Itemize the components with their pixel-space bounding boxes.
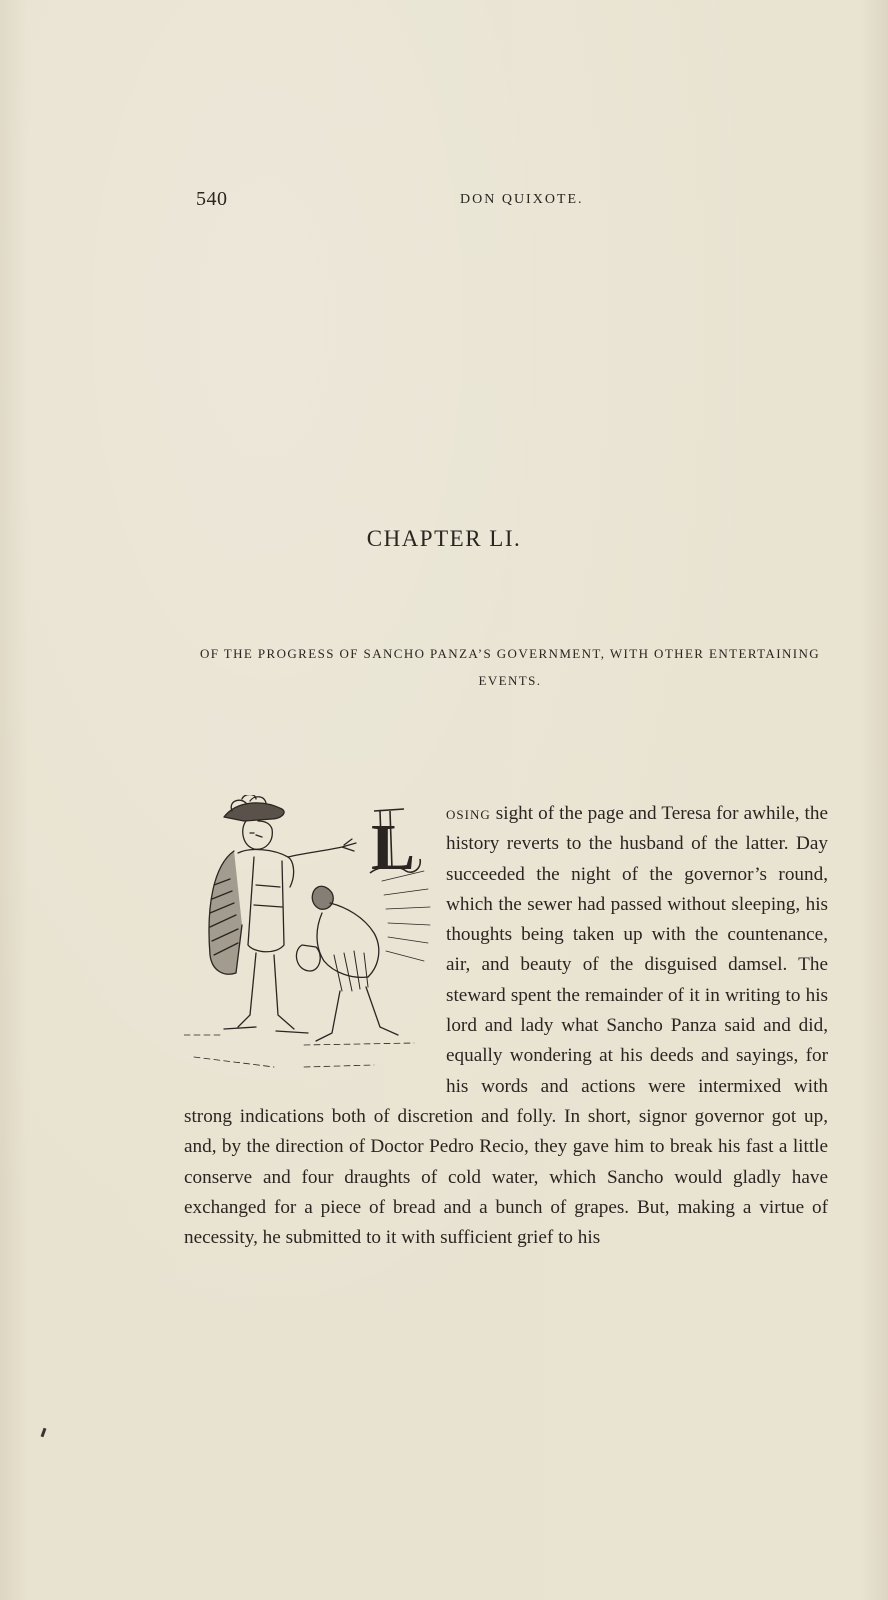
running-head: [196, 188, 796, 218]
initial-letter: L: [371, 811, 416, 884]
ink-mark: [41, 1428, 47, 1437]
paragraph-text: sight of the page and Teresa for awhile, the history reverts to the husband of the latter. Day succeeded the night of the governor’s round, which the sewer had passed without sleeping, his thoughts being taken up with the countenance, air, and beauty of the disguised damsel. The steward spent the remainder of it in writing to his lord and lady what Sancho Panza said and did, equally wondering at his deeds and sayings, for his words and actions were intermixed with strong indications both of discretion and folly. In short, signor governor got up, and, by the direction of Doctor Pedro Recio, they gave him to break his fast a little conserve and four draughts of cold water, which Sancho would gladly have exchanged for a piece of bread and a bunch of grapes. But, making a virtue of necessity, he submitted to it with sufficient grief to his: [184, 803, 828, 1249]
book-title: DON QUIXOTE.: [460, 192, 584, 207]
chapter-subtitle: OF THE PROGRESS OF SANCHO PANZA’S GOVERNMENT, WITH OTHER ENTERTAINING EVENTS.: [199, 646, 821, 688]
lead-in-word: osing: [446, 803, 491, 824]
page-number: 540: [196, 188, 228, 210]
body-text: [184, 799, 828, 1253]
chapter-title: CHAPTER LI.: [366, 526, 522, 551]
illustration-spacer: [184, 799, 446, 1082]
